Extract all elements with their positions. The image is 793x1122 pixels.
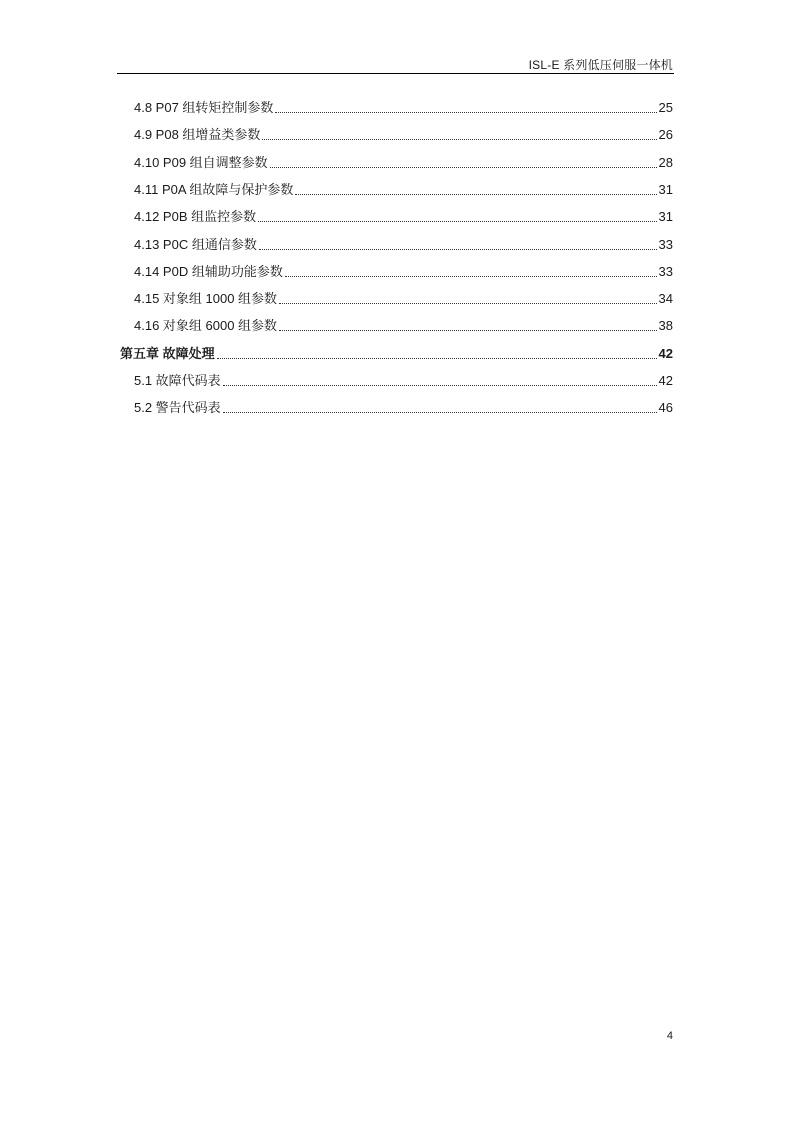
page-number: 4 — [666, 1030, 673, 1042]
toc-entry-page: 34 — [658, 291, 673, 307]
toc-entry-label: 4.9 P08 组增益类参数 — [134, 127, 261, 143]
dot-leader — [258, 221, 656, 222]
dot-leader — [270, 167, 657, 168]
toc-entry-page: 42 — [658, 373, 673, 388]
dot-leader — [279, 330, 656, 331]
toc-entry-label: 4.8 P07 组转矩控制参数 — [134, 100, 274, 115]
toc-entry-label: 4.10 P09 组自调整参数 — [134, 154, 268, 170]
toc-section-entry[interactable] — [134, 287, 673, 307]
toc-entry-page: 31 — [658, 209, 673, 225]
toc-entry-page: 28 — [658, 154, 673, 170]
dot-leader — [217, 358, 657, 359]
toc-entry-page: 31 — [658, 181, 673, 197]
toc-section-entry[interactable] — [134, 123, 673, 143]
toc-entry-label: 4.16 对象组 6000 组参数 — [134, 318, 278, 334]
toc-entry-label: 第五章 故障处理 — [120, 345, 215, 361]
toc-entry-label: 4.15 对象组 1000 组参数 — [134, 291, 278, 307]
toc-entry-page: 33 — [658, 263, 673, 279]
toc-section-entry[interactable] — [134, 260, 673, 280]
toc-section-entry[interactable] — [134, 151, 673, 171]
dot-leader — [275, 112, 656, 113]
toc-chapter-entry[interactable] — [120, 342, 673, 362]
header-divider — [117, 73, 674, 74]
dot-leader — [223, 385, 657, 386]
toc-entry-label: 5.1 故障代码表 — [134, 373, 221, 388]
dot-leader — [262, 139, 656, 140]
toc-section-entry[interactable] — [134, 369, 673, 389]
dot-leader — [223, 412, 657, 413]
toc-entry-label: 4.14 P0D 组辅助功能参数 — [134, 263, 283, 279]
toc-section-entry[interactable] — [134, 205, 673, 225]
toc-section-entry[interactable] — [134, 96, 673, 116]
toc-section-entry[interactable] — [134, 233, 673, 253]
toc-entry-label: 4.12 P0B 组监控参数 — [134, 209, 257, 225]
toc-entry-label: 4.11 P0A 组故障与保护参数 — [134, 181, 294, 197]
toc-entry-page: 26 — [658, 127, 673, 143]
toc-section-entry[interactable] — [134, 178, 673, 198]
document-title: ISL-E 系列低压伺服一体机 — [528, 58, 673, 72]
toc-entry-page: 42 — [658, 345, 673, 361]
dot-leader — [295, 194, 656, 195]
toc-entry-page: 33 — [658, 236, 673, 252]
toc-entry-page: 38 — [658, 318, 673, 334]
toc-entry-label: 4.13 P0C 组通信参数 — [134, 236, 257, 252]
dot-leader — [285, 276, 657, 277]
dot-leader — [279, 303, 656, 304]
toc-entry-page: 25 — [658, 100, 673, 115]
toc-entry-page: 46 — [658, 400, 673, 416]
dot-leader — [259, 249, 657, 250]
toc-section-entry[interactable] — [134, 396, 673, 416]
toc-section-entry[interactable] — [134, 314, 673, 334]
toc-entry-label: 5.2 警告代码表 — [134, 400, 221, 416]
